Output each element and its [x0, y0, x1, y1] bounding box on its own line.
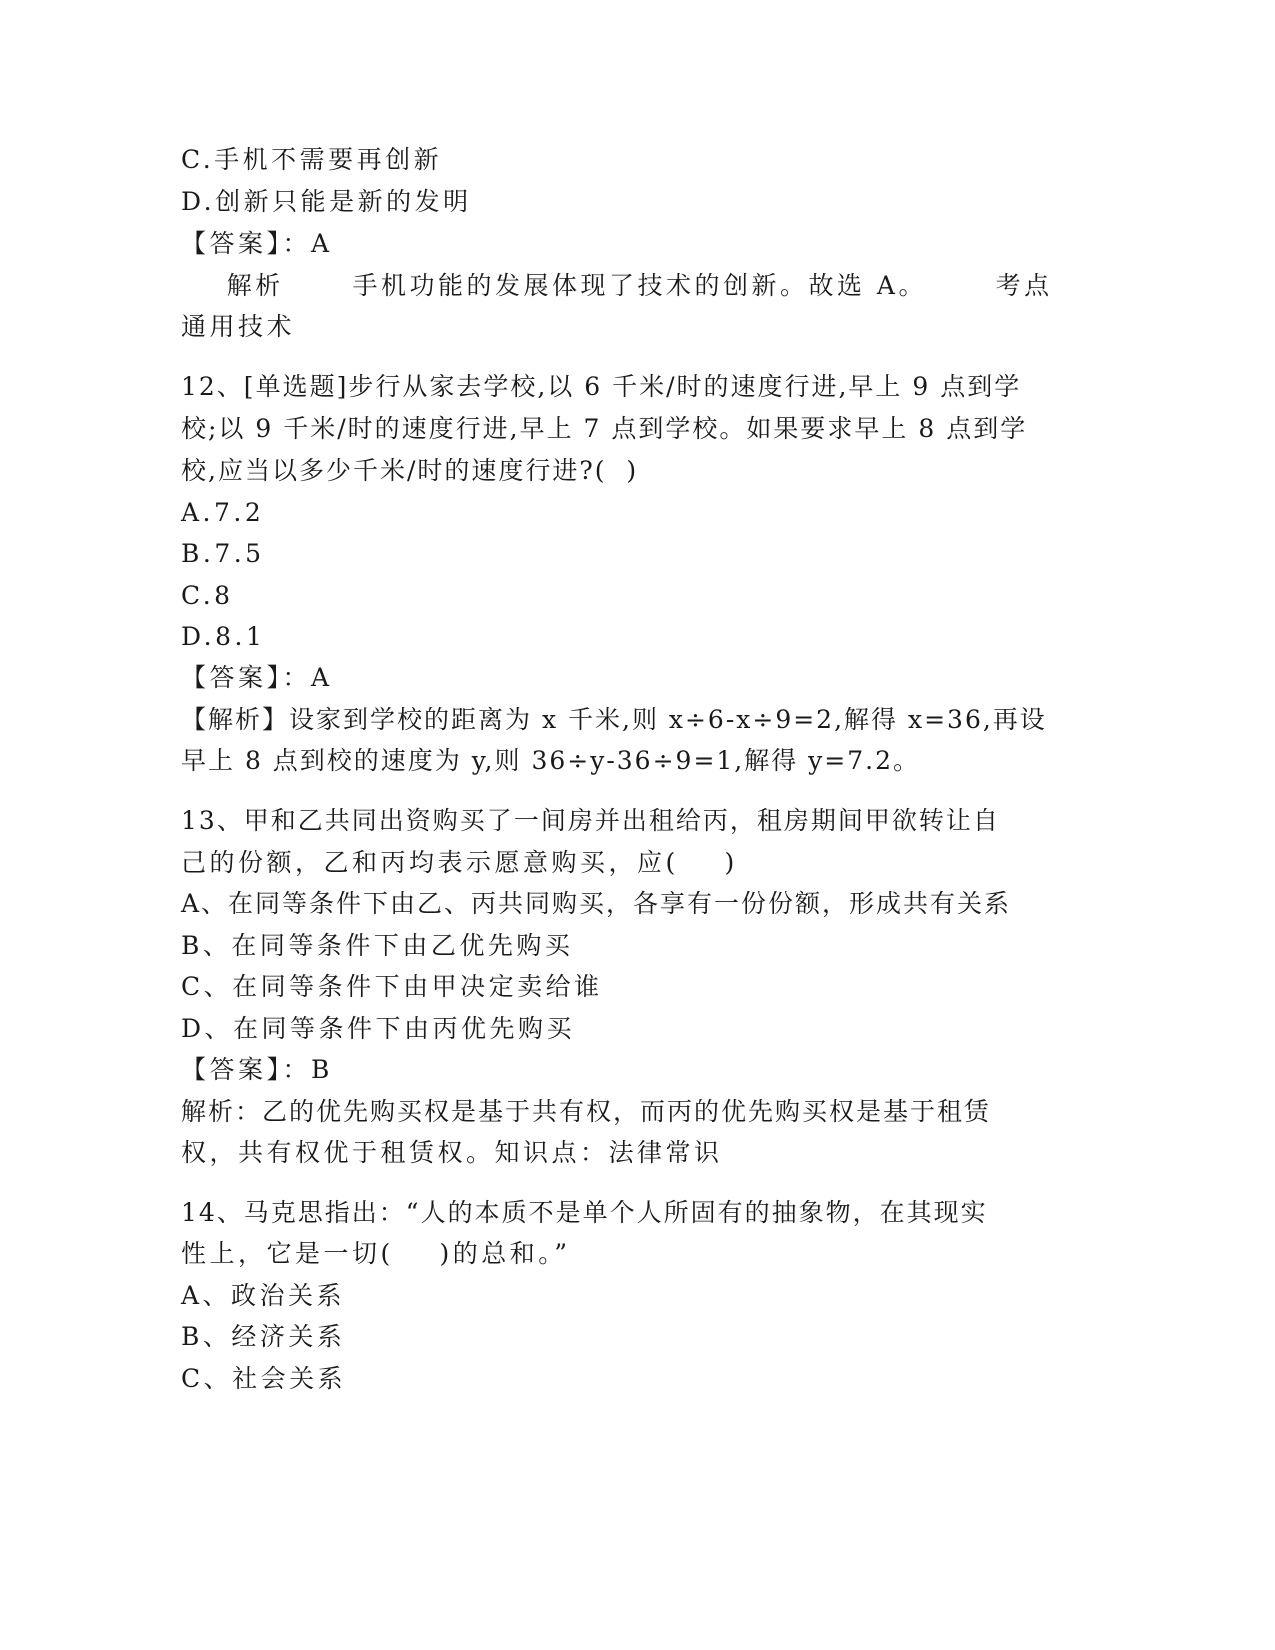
q11-analysis-line-1: 解析 手机功能的发展体现了技术的创新。故选 A。 考点	[181, 271, 1053, 300]
q14-option-a: A、政治关系	[181, 1281, 346, 1310]
q12-stem-line-3: 校,应当以多少千米/时的速度行进?( )	[181, 456, 639, 485]
q12-option-d: D.8.1	[181, 622, 266, 651]
q12-analysis-line-1: 【解析】设家到学校的距离为 x 千米,则 x÷6-x÷9=2,解得 x=36,再设	[181, 705, 1047, 734]
q13-stem-line-2: 己的份额，乙和丙均表示愿意购买，应( )	[181, 848, 738, 877]
q11-option-c: C.手机不需要再创新	[181, 145, 443, 174]
q12-stem-line-2: 校;以 9 千米/时的速度行进,早上 7 点到学校。如果要求早上 8 点到学	[181, 414, 1028, 443]
q12-analysis-line-2: 早上 8 点到校的速度为 y,则 36÷y-36÷9=1,解得 y=7.2。	[181, 746, 921, 775]
q14-stem-line-1: 14、马克思指出：“人的本质不是单个人所固有的抽象物，在其现实	[181, 1198, 988, 1227]
q13-option-c: C、在同等条件下由甲决定卖给谁	[181, 972, 603, 1001]
q12-option-c: C.8	[181, 581, 234, 610]
q13-option-a: A、在同等条件下由乙、丙共同购买，各享有一份份额，形成共有关系	[181, 889, 1012, 918]
q11-answer: 【答案】：A	[181, 229, 333, 258]
q12-answer: 【答案】：A	[181, 663, 333, 692]
q13-option-b: B、在同等条件下由乙优先购买	[181, 931, 574, 960]
q12-option-a: A.7.2	[181, 498, 265, 527]
q14-option-b: B、经济关系	[181, 1322, 346, 1351]
q12-stem-line-1: 12、[单选题]步行从家去学校,以 6 千米/时的速度行进,早上 9 点到学	[181, 372, 1022, 401]
q13-stem-line-1: 13、甲和乙共同出资购买了一间房并出租给丙，租房期间甲欲转让自	[181, 806, 1000, 835]
q11-analysis-line-2: 通用技术	[181, 312, 296, 341]
q12-option-b: B.7.5	[181, 539, 265, 568]
q13-analysis-line-1: 解析：乙的优先购买权是基于共有权，而丙的优先购买权是基于租赁	[181, 1097, 992, 1126]
q14-stem-line-2: 性上，它是一切( )的总和。”	[181, 1239, 571, 1268]
q14-option-c: C、社会关系	[181, 1364, 347, 1393]
q11-option-d: D.创新只能是新的发明	[181, 187, 472, 216]
q13-analysis-line-2: 权，共有权优于租赁权。知识点：法律常识	[181, 1138, 723, 1167]
q13-option-d: D、在同等条件下由丙优先购买	[181, 1014, 576, 1043]
q13-answer: 【答案】：B	[181, 1055, 333, 1084]
